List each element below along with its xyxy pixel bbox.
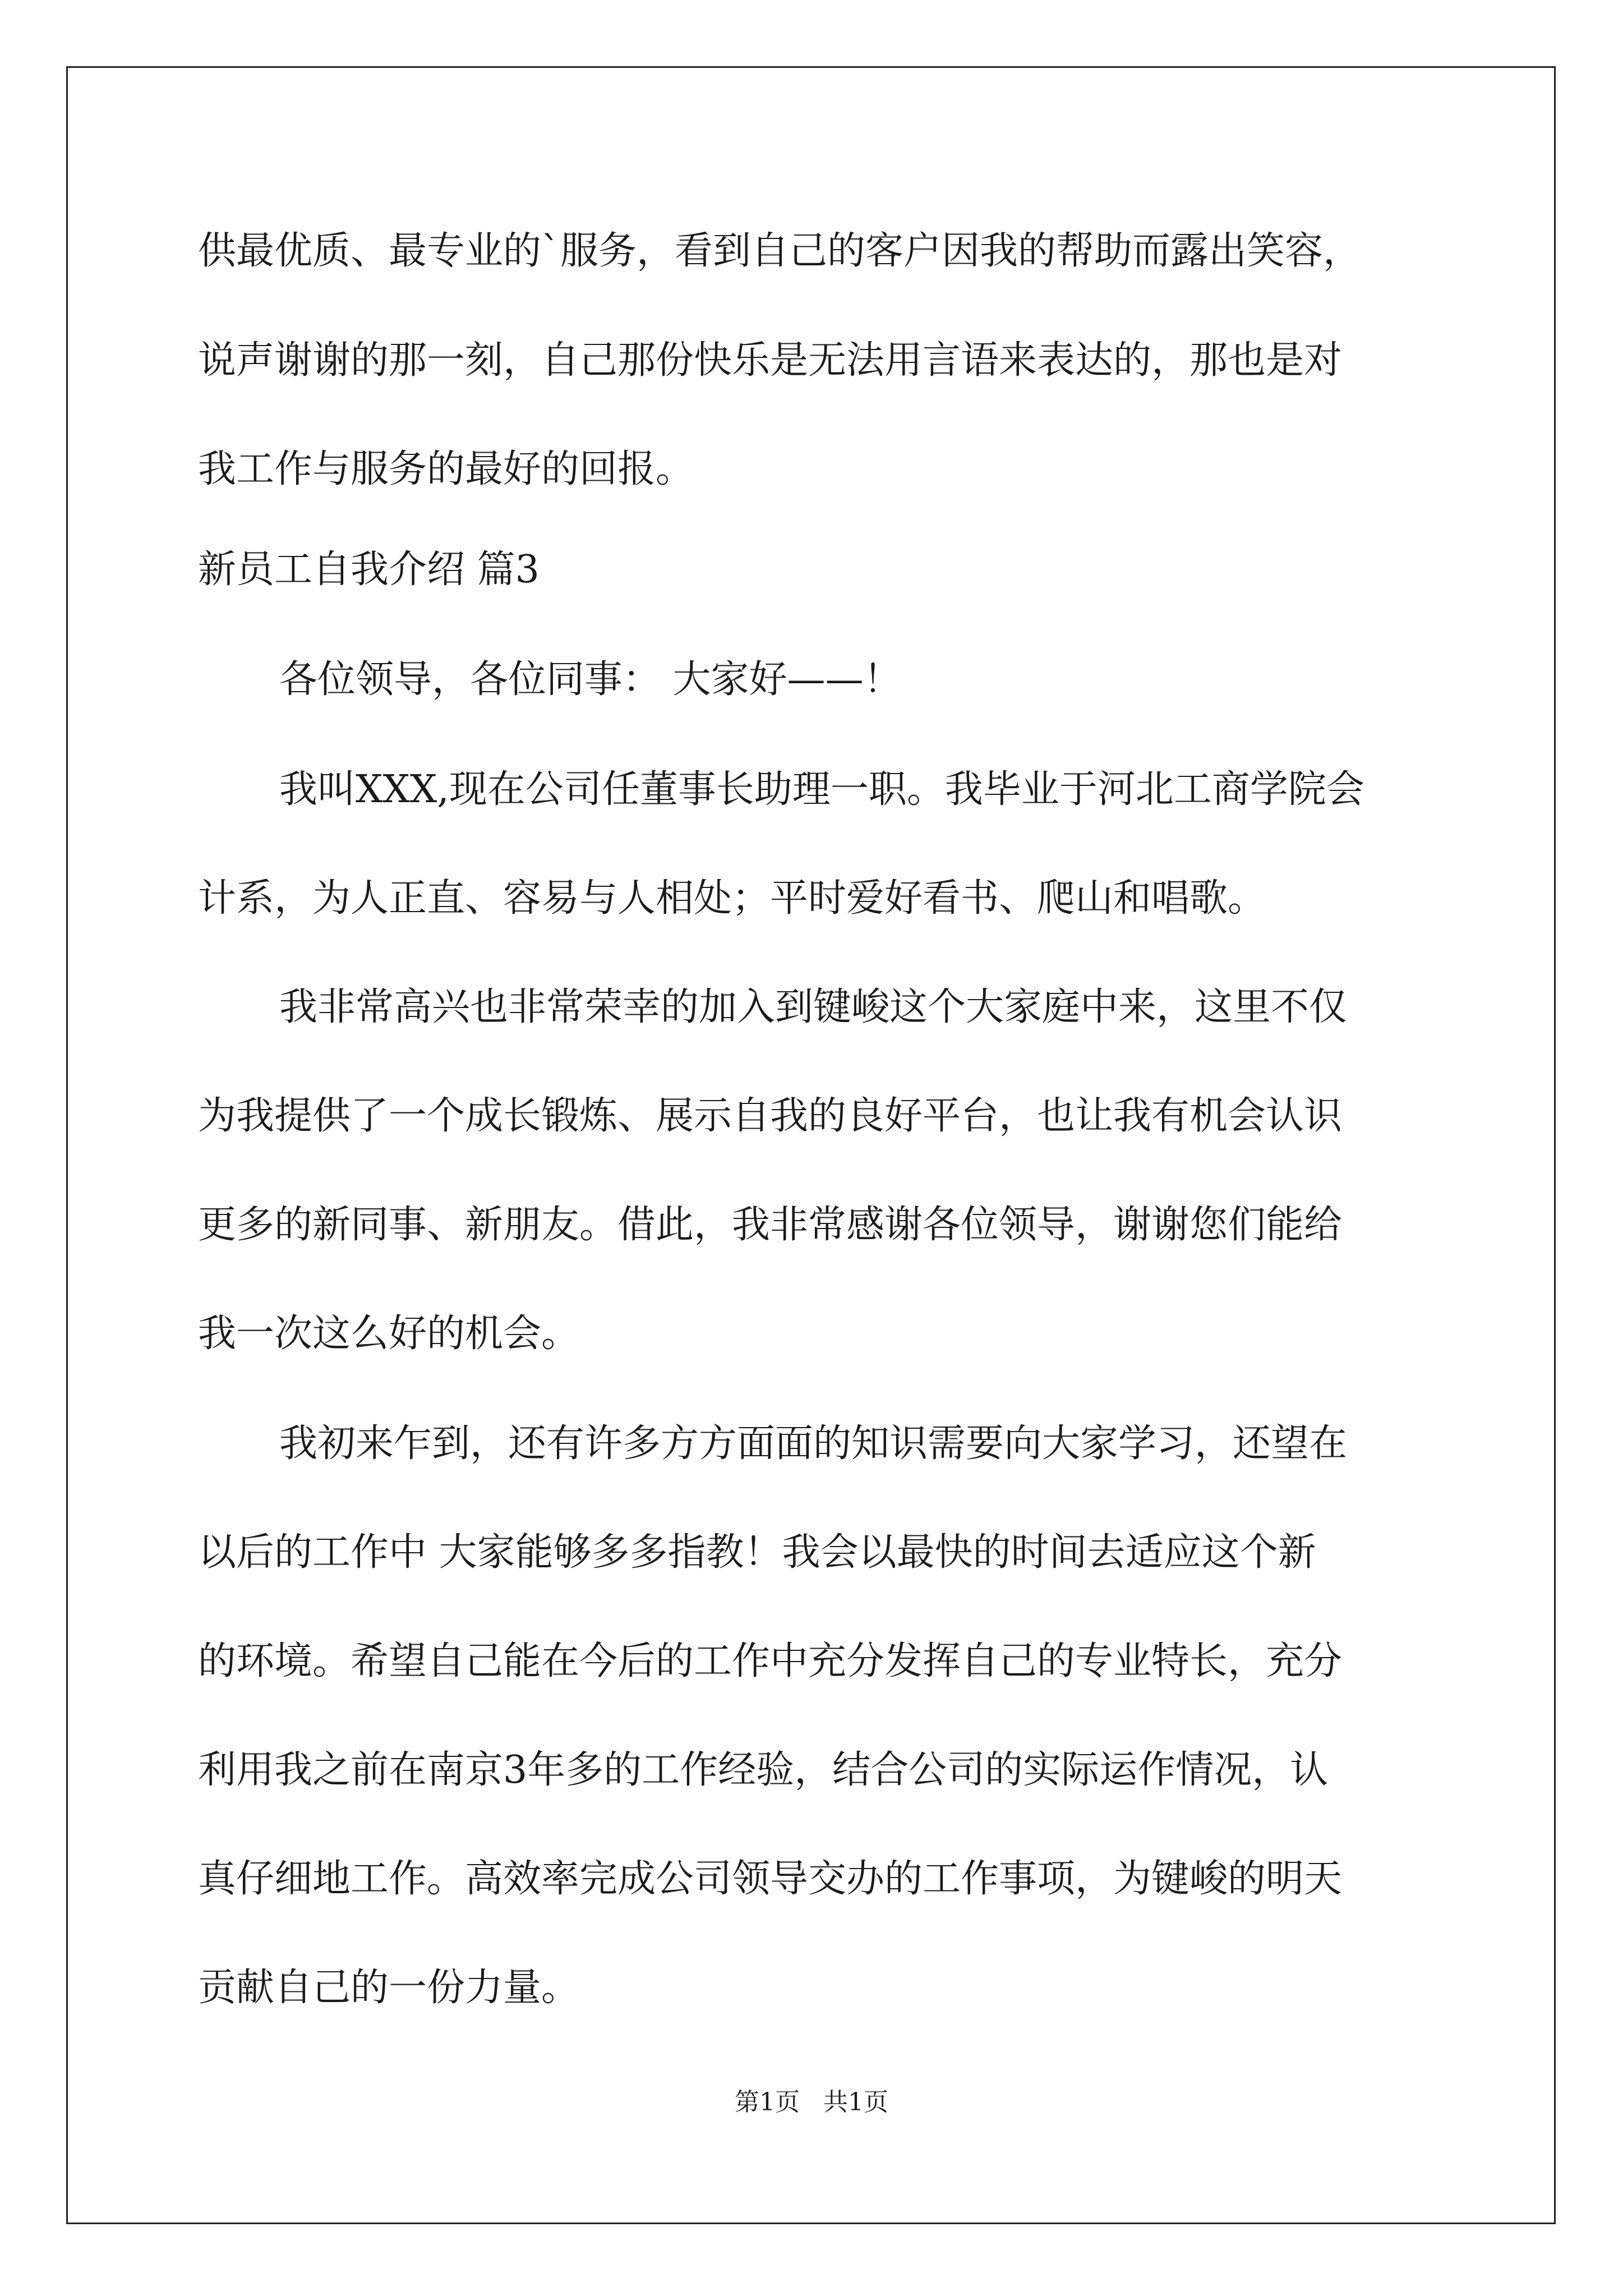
body-line: 利用我之前在南京3年多的工作经验，结合公司的实际运作情况，认: [198, 1748, 1329, 1792]
body-line: 各位领导，各位同事： 大家好——！: [279, 657, 902, 702]
body-line: 以后的工作中 大家能够多多指教！我会以最快的时间去适应这个新: [198, 1530, 1316, 1575]
body-line: 我工作与服务的最好的回报。: [198, 447, 694, 491]
section-heading: 新员工自我介绍 篇3: [198, 547, 540, 592]
body-line: 贡献自己的一份力量。: [198, 1966, 580, 2010]
body-line: 供最优质、最专业的`服务，看到自己的客户因我的帮助而露出笑容，: [198, 229, 1362, 273]
body-line: 为我提供了一个成长锻炼、展示自我的良好平台，也让我有机会认识: [198, 1094, 1343, 1138]
body-line: 我初来乍到，还有许多方方面面的知识需要向大家学习，还望在: [279, 1421, 1348, 1466]
body-line: 说声谢谢的那一刻，自己那份快乐是无法用言语来表达的，那也是对: [198, 338, 1343, 383]
body-line: 真仔细地工作。高效率完成公司领导交办的工作事项，为键峻的明天: [198, 1857, 1343, 1901]
body-line: 计系，为人正直、容易与人相处；平时爱好看书、爬山和唱歌。: [198, 876, 1266, 921]
body-line: 更多的新同事、新朋友。借此，我非常感谢各位领导，谢谢您们能给: [198, 1203, 1343, 1247]
body-line: 我叫XXX,现在公司任董事长助理一职。我毕业于河北工商学院会: [279, 767, 1364, 812]
page-footer: 第1页 共1页: [735, 2088, 888, 2116]
body-line: 的环境。希望自己能在今后的工作中充分发挥自己的专业特长，充分: [198, 1639, 1343, 1683]
body-line: 我非常高兴也非常荣幸的加入到键峻这个大家庭中来，这里不仅: [279, 985, 1348, 1029]
body-line: 我一次这么好的机会。: [198, 1312, 580, 1356]
